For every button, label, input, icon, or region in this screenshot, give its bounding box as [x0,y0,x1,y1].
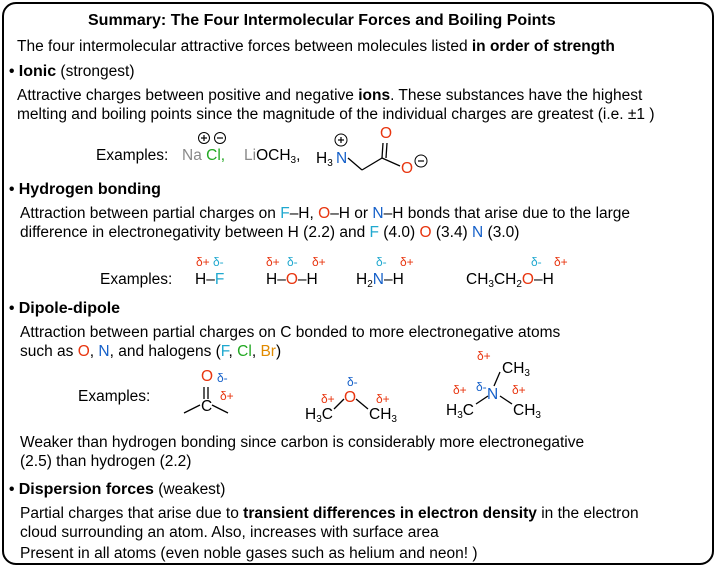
dipole-l2c: , and halogens ( [109,343,221,360]
ether-sub3b: 3 [391,414,397,425]
nh3-dplus: δ+ [400,255,414,269]
dipole-l2f: ) [275,343,282,360]
ether-c: C [321,406,333,423]
ionic-heading: Ionic [18,63,57,80]
glycine-sub3: 3 [327,158,333,169]
hf-dplus: δ+ [196,255,210,269]
intro-text [17,38,615,56]
ketone-oxygen: O [201,368,214,385]
dispersion-heading: Dispersion forces [18,481,154,498]
hbond-examples-label: Examples: [100,271,173,288]
ethanol-dplus: δ+ [554,255,568,269]
ionic-examples-label: Examples: [96,147,169,164]
ether-dplus1: δ+ [321,392,335,406]
ether-dplus2: δ+ [376,392,390,406]
ketone-dplus: δ+ [220,389,234,403]
hoh-molecule [266,271,318,289]
hbond-l2c: (3.4) [431,224,473,241]
bullet-icon: • [9,63,15,80]
ether-h: H [305,406,317,423]
amine-ch-top: CH [502,360,525,377]
ionic-line1 [17,87,642,105]
dipole-l2b: , [89,343,99,360]
hbond-l2-nitrogen: N [472,224,484,241]
sodium-label: Na [182,147,202,164]
amine-sub3-left: 3 [457,410,463,421]
dipole-l2-chlorine: Cl [237,343,252,360]
ionic-line2: melting and boiling points since the magnitude of the individual charges are greatest (i.e. ±1 ) [17,106,655,123]
nacl-charges-icon [198,131,228,145]
dispersion-line1 [20,505,639,523]
dispersion-heading-row [9,481,225,499]
hoh-o: O [285,271,298,288]
amine-ch-right: CH [513,402,536,419]
amine-dplus-top: δ+ [477,349,491,363]
amine-bonds-icon [468,366,528,416]
dispersion-l1-post: in the electron [536,505,639,522]
hbond-heading: Hydrogen bonding [18,181,161,198]
amine-dplus-left: δ+ [453,383,467,397]
hf-f: F [214,271,225,288]
glycine-oxygen-right: O [401,160,414,177]
dispersion-line2: cloud surrounding an atom. Also, increases with surface area [20,524,439,541]
bullet-icon: • [9,181,15,198]
ethanol-ch2: CH [493,271,517,288]
hbond-line1 [20,205,630,223]
hbond-l1a: Attraction between partial charges on [20,205,281,222]
amine-nitrogen: N [487,386,499,403]
hbond-l1b: –H, [289,205,319,222]
ethanol-dminus: δ- [531,255,542,269]
dipole-line2 [20,343,281,361]
chloride-label: Cl, [206,147,226,164]
ethanol-ch: CH [466,271,489,288]
dipole-heading: Dipole-dipole [18,300,121,317]
hoh-h2: –H [297,271,318,288]
hbond-l1-oxygen: O [318,205,331,222]
amine-h: H [446,402,458,419]
ether-ch: CH [369,406,392,423]
methoxide-subscript: 3 [290,155,297,166]
ionic-example-liocH3 [244,147,300,165]
ether-oxygen: O [344,389,357,406]
nh3-n: N [372,271,384,288]
dispersion-l1-bold: transient differences in electron density [243,505,537,522]
ketone-dminus: δ- [217,371,228,385]
amine-sub3-top: 3 [524,368,530,379]
ionic-example-nacl [182,147,225,165]
amine-dplus-right: δ+ [512,383,526,397]
dispersion-line3: Present in all atoms (even noble gases such as helium and neon! ) [20,545,478,562]
dipole-line4: (2.5) than hydrogen (2.2) [20,453,192,470]
hf-h: H– [195,271,215,288]
ethanol-molecule [466,271,554,289]
dipole-l2-oxygen: O [77,343,90,360]
hbond-l1-nitrogen: N [372,205,384,222]
intro-bold: in order of strength [471,38,615,55]
ionic-heading-row [9,63,135,81]
nh3-h2: –H [383,271,404,288]
glycine-h: H [316,150,328,167]
ethanol-h: –H [533,271,554,288]
amine-dminus: δ- [476,380,487,394]
glycine-oxygen-top: O [380,125,393,142]
hbond-l1d: –H bonds that arise due to the large [383,205,631,222]
dipole-l2d: , [228,343,238,360]
ether-dminus: δ- [347,375,358,389]
lithium-label: Li [244,147,257,164]
ionic-note: (strongest) [60,63,135,80]
dipole-l2-fluorine: F [220,343,229,360]
dipole-l2e: , [251,343,261,360]
ether-sub3a: 3 [316,414,322,425]
ether-left-methyl [305,406,333,424]
bullet-icon: • [9,300,15,317]
hbond-line2 [20,224,519,242]
nh3-h: H [356,271,368,288]
nh3-dminus: δ- [376,255,387,269]
dipole-l2-bromine: Br [260,343,276,360]
hoh-dminus: δ- [287,255,298,269]
dipole-line1: Attraction between partial charges on C bonded to more electronegative atoms [20,324,561,341]
dipole-heading-row [9,300,120,318]
ethanol-o: O [521,271,534,288]
dipole-l2-nitrogen: N [98,343,110,360]
methoxide-label: OCH [256,147,291,164]
amine-sub3-right: 3 [535,410,541,421]
ketone-carbon: C [201,398,213,415]
dispersion-note: (weakest) [158,481,226,498]
hbond-l2b: (4.0) [379,224,420,241]
ketone-structure-icon [180,383,250,423]
hbond-l1-fluorine: F [280,205,290,222]
dipole-examples-label: Examples: [78,388,151,405]
nh3-molecule [356,271,404,289]
hbond-heading-row [9,181,161,199]
hbond-l2-fluorine: F [369,224,379,241]
hf-dminus: δ- [213,255,224,269]
ionic-line1-post: . These substances have the highest [390,87,643,104]
hbond-l1c: –H or [330,205,373,222]
hbond-l2d: (3.0) [483,224,520,241]
dispersion-l1-pre: Partial charges that arise due to [20,505,244,522]
dipole-l2a: such as [20,343,78,360]
hoh-h1: H– [266,271,286,288]
ethanol-sub3: 3 [488,279,494,290]
hbond-l2-oxygen: O [419,224,432,241]
page-title: Summary: The Four Intermolecular Forces and Boiling Points [88,12,556,29]
amine-c: C [462,402,474,419]
methoxide-comma: , [296,147,301,164]
intro-plain: The four intermolecular attractive forces between molecules listed [17,38,472,55]
hoh-dplus2: δ+ [312,255,326,269]
nh3-sub2: 2 [367,279,373,290]
glycine-structure-icon [310,128,450,188]
ionic-line1-bold: ions [358,87,391,104]
ether-bonds-icon [330,395,390,419]
hoh-dplus1: δ+ [266,255,280,269]
ionic-line1-pre: Attractive charges between positive and negative [17,87,359,104]
ethanol-sub2: 2 [516,279,522,290]
glycine-nitrogen: N [336,150,348,167]
dipole-line3: Weaker than hydrogen bonding since carbon is considerably more electronegative [20,434,585,451]
hbond-l2a: difference in electronegativity between H (2.2) and [20,224,370,241]
hf-molecule [195,271,224,289]
bullet-icon: • [9,481,15,498]
